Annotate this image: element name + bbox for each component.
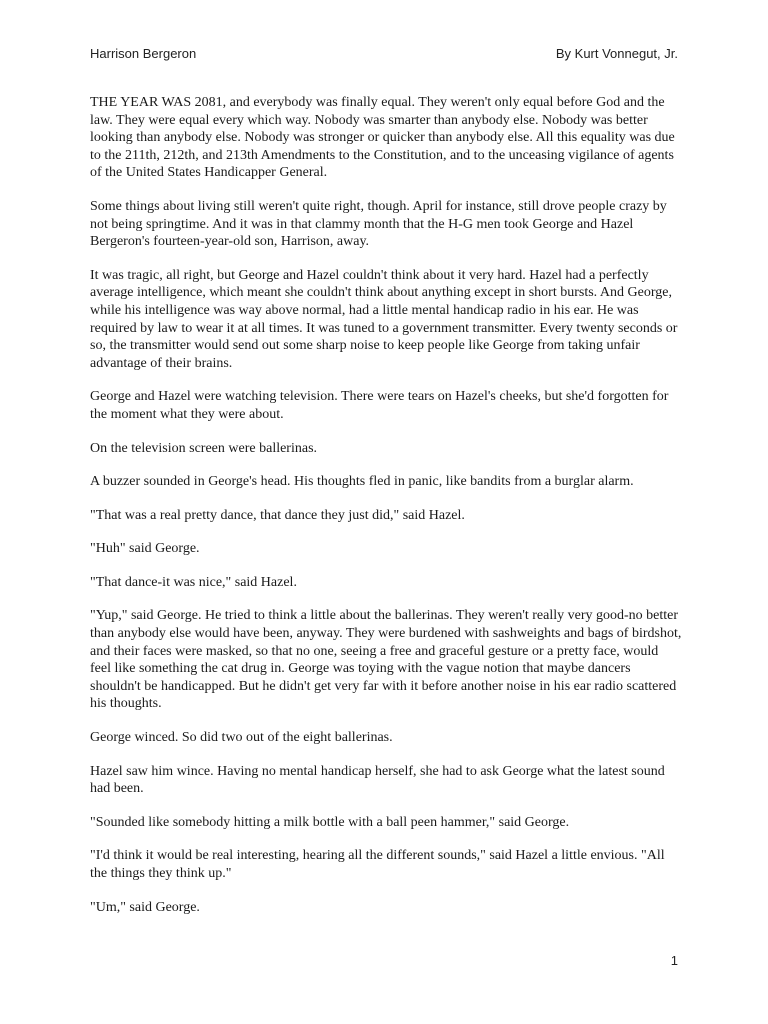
story-body: [90, 94, 682, 932]
paragraph: On the television screen were ballerinas.: [90, 440, 318, 456]
header-title: Harrison Bergeron: [90, 46, 197, 61]
page-number: 1: [670, 953, 678, 968]
paragraph: Hazel saw him wince. Having no mental handicap herself, she had to ask George what the latest sound had been.: [90, 763, 665, 797]
paragraph: It was tragic, all right, but George and Hazel couldn't think about it very hard. Hazel had a perfectly average intelligence, which meant she couldn't think about anything except in short bursts. And George, while his intelligence was way above normal, had a little mental handicap radio in his ear. He was required by law to wear it at all times. It was tuned to a government transmitter. Every twenty seconds or so, the transmitter would send out some sharp noise to keep people like George from taking unfair advantage of their brains.: [90, 267, 678, 371]
paragraph: "Sounded like somebody hitting a milk bottle with a ball peen hammer," said George.: [90, 814, 570, 830]
header-author: By Kurt Vonnegut, Jr.: [555, 46, 678, 61]
paragraph: "I'd think it would be real interesting, hearing all the different sounds," said Hazel a little envious. "All the things they think up.": [90, 848, 665, 881]
paragraph: George and Hazel were watching television. There were tears on Hazel's cheeks, but she'd forgotten for the moment what they were about.: [90, 389, 669, 422]
paragraph: THE YEAR WAS 2081, and everybody was finally equal. They weren't only equal before God and the law. They were equal every which way. Nobody was smarter than anybody else. Nobody was better looking than anybody else. Nobody was stronger or quicker than anybody else. All this equality was due to the 211th, 212th, and 213th Amendments to the Constitution, and to the unceasing vigilance of agents of the United States Handicapper General.: [90, 95, 675, 181]
paragraph: "Yup," said George. He tried to think a little about the ballerinas. They weren't really very good-no better than anybody else would have been, anyway. They were burdened with sashweights and bags of birdshot, and their faces were masked, so that no one, seeing a free and graceful gesture or a pretty face, would feel like something the cat drug in. George was toying with the vague notion that maybe dancers shouldn't be handicapped. But he didn't get very far with it before another noise in his ear radio scattered his thoughts.: [90, 608, 682, 712]
paragraph: "Huh" said George.: [90, 541, 200, 557]
paragraph: "Um," said George.: [90, 899, 200, 915]
paragraph: "That dance-it was nice," said Hazel.: [90, 574, 297, 590]
paragraph: George winced. So did two out of the eight ballerinas.: [90, 730, 393, 746]
paragraph: Some things about living still weren't quite right, though. April for instance, still drove people crazy by not being springtime. And it was in that clammy month that the H-G men took George and Hazel Bergeron's fourteen-year-old son, Harrison, away.: [90, 198, 667, 250]
paragraph: A buzzer sounded in George's head. His thoughts fled in panic, like bandits from a burglar alarm.: [90, 474, 634, 490]
page-header: [90, 46, 678, 66]
paragraph: "That was a real pretty dance, that dance they just did," said Hazel.: [90, 507, 465, 523]
